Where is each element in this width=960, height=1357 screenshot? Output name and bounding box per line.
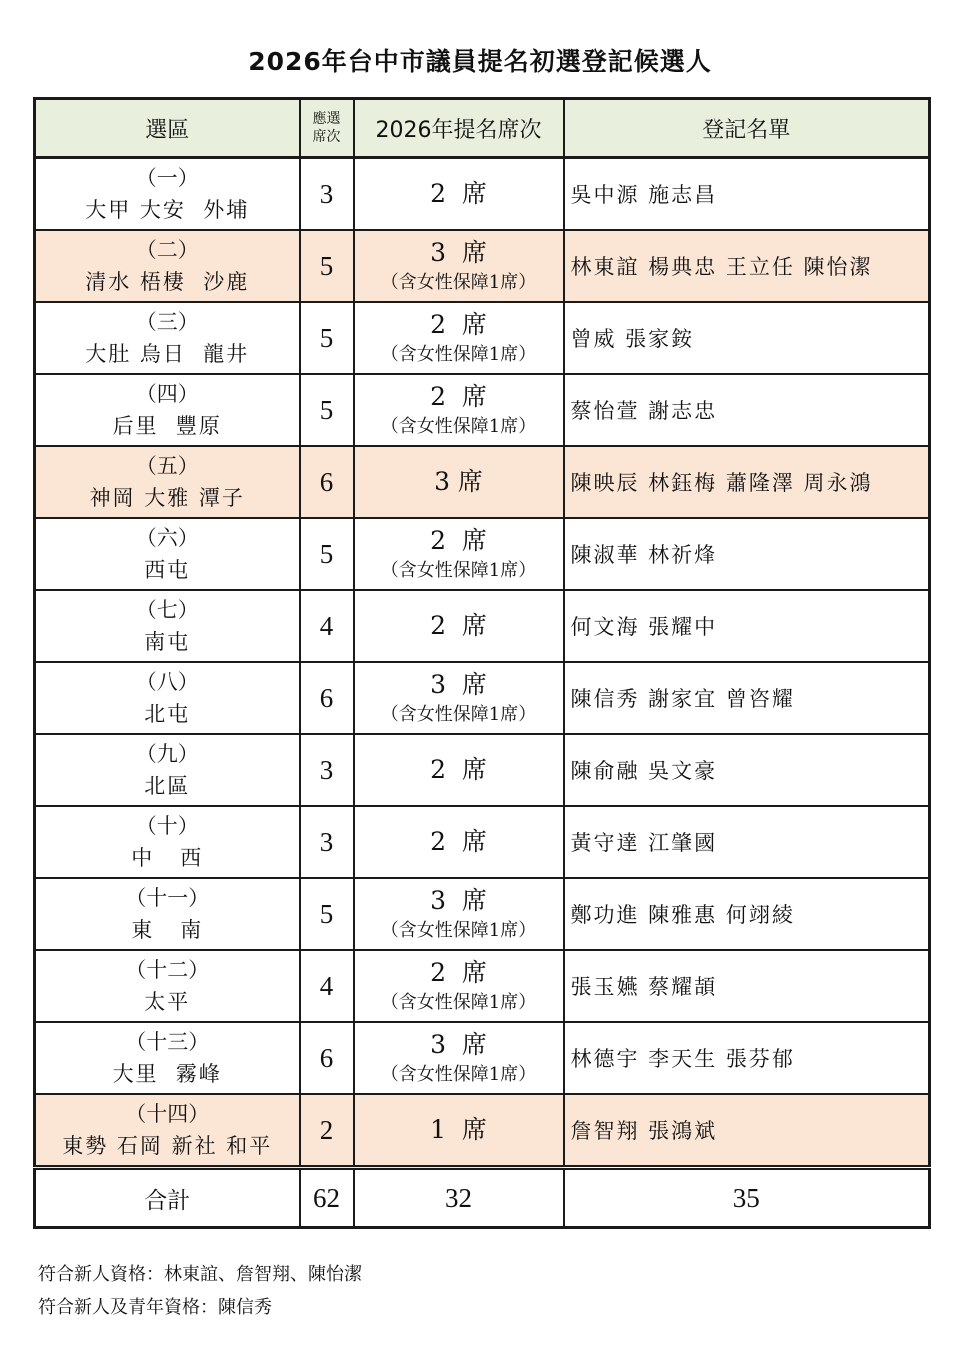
nominated-cell [354,590,564,662]
women-quota-note: （含女性保障1席） [380,344,537,365]
district-cell [35,374,300,446]
nominated-cell [354,230,564,302]
nominated-cell [354,158,564,231]
district-areas: 清水 梧棲 沙鹿 [85,270,250,294]
nominated-cell [354,806,564,878]
registered-names-cell: 何文海 張耀中 [564,590,930,662]
table-header-row [35,99,930,158]
district-areas: 南屯 [144,630,191,654]
women-quota-note: （含女性保障1席） [380,704,537,725]
district-cell [35,230,300,302]
seats-cell: 5 [300,374,354,446]
header-seats-line1: 應選 [312,111,341,127]
district-cell [35,1094,300,1168]
nominated-seats: 2 席 [430,526,487,555]
district-number: （一） [135,166,199,190]
nominated-seats: 3 席 [430,886,487,915]
district-cell [35,302,300,374]
header-registered: 登記名單 [564,99,930,158]
seats-cell: 4 [300,590,354,662]
total-nominated: 32 [354,1168,564,1228]
nominated-cell [354,446,564,518]
nominated-seats: 2 席 [430,310,487,339]
district-areas: 后里 豐原 [112,414,222,438]
page-title: 2026年台中市議員提名初選登記候選人 [248,47,712,76]
seats-cell: 2 [300,1094,354,1168]
nominated-cell [354,662,564,734]
district-areas: 神岡 大雅 潭子 [89,486,245,510]
table-row [35,878,930,950]
district-number: （十四） [125,1102,210,1126]
nominated-seats: 2 席 [430,382,487,411]
nominated-cell [354,1094,564,1168]
nominated-seats: 3 席 [430,238,487,267]
table-row [35,158,930,231]
district-cell [35,446,300,518]
registered-names-cell: 陳映辰 林鈺梅 蕭隆澤 周永鴻 [564,446,930,518]
district-number: （十一） [125,886,210,910]
table-row [35,1022,930,1094]
table-row [35,518,930,590]
district-areas: 中 西 [131,846,204,870]
district-areas: 北屯 [144,702,191,726]
registered-names-cell: 陳信秀 謝家宜 曾咨耀 [564,662,930,734]
total-registered: 35 [564,1168,930,1228]
table-row [35,1094,930,1168]
footnotes [38,1258,362,1324]
district-cell [35,878,300,950]
district-areas: 太平 [144,990,191,1014]
district-cell [35,662,300,734]
district-number: （十三） [125,1030,210,1054]
table-row [35,662,930,734]
candidates-table [33,97,931,1229]
district-cell [35,590,300,662]
district-areas: 大甲 大安 外埔 [85,198,250,222]
seats-cell: 6 [300,1022,354,1094]
seats-cell: 5 [300,878,354,950]
district-number: （二） [135,238,199,262]
total-row [35,1168,930,1228]
district-areas: 大里 霧峰 [112,1062,222,1086]
district-number: （十） [135,814,199,838]
seats-cell: 3 [300,158,354,231]
district-number: （七） [135,598,199,622]
seats-cell: 4 [300,950,354,1022]
nominated-seats: 3 席 [430,670,487,699]
table-row [35,950,930,1022]
nominated-seats: 2 席 [430,179,487,208]
district-cell [35,158,300,231]
registered-names-cell: 吳中源 施志昌 [564,158,930,231]
nominated-cell [354,302,564,374]
district-areas: 大肚 烏日 龍井 [85,342,250,366]
seats-cell: 3 [300,734,354,806]
nominated-seats: 1 席 [430,1115,487,1144]
nominated-cell [354,950,564,1022]
nominated-seats: 2 席 [430,611,487,640]
district-areas: 東勢 石岡 新社 和平 [62,1134,273,1158]
seats-cell: 5 [300,518,354,590]
women-quota-note: （含女性保障1席） [380,920,537,941]
registered-names-cell: 黃守達 江肇國 [564,806,930,878]
header-seats-line2: 席次 [312,129,341,145]
registered-names-cell: 張玉嬿 蔡耀頡 [564,950,930,1022]
footnote-newcomer-youth: 符合新人及青年資格：陳信秀 [38,1297,272,1318]
seats-cell: 6 [300,446,354,518]
district-number: （四） [135,382,199,406]
district-number: （十二） [125,958,210,982]
women-quota-note: （含女性保障1席） [380,272,537,293]
nominated-seats: 2 席 [430,827,487,856]
district-cell [35,806,300,878]
nominated-cell [354,1022,564,1094]
nominated-seats: 3 席 [430,1030,487,1059]
table-row [35,302,930,374]
table-row [35,374,930,446]
nominated-cell [354,734,564,806]
registered-names-cell: 詹智翔 張鴻斌 [564,1094,930,1168]
district-cell [35,950,300,1022]
district-number: （八） [135,670,199,694]
footnote-newcomer: 符合新人資格：林東誼、詹智翔、陳怡潔 [38,1264,362,1285]
nominated-cell [354,518,564,590]
seats-cell: 5 [300,230,354,302]
table-row [35,230,930,302]
women-quota-note: （含女性保障1席） [380,1064,537,1085]
nominated-seats: 3 席 [434,467,483,496]
registered-names-cell: 曾威 張家銨 [564,302,930,374]
district-areas: 西屯 [144,558,191,582]
table-row [35,734,930,806]
registered-names-cell: 陳淑華 林祈烽 [564,518,930,590]
women-quota-note: （含女性保障1席） [380,416,537,437]
registered-names-cell: 林德宇 李天生 張芬郁 [564,1022,930,1094]
table-row [35,590,930,662]
district-cell [35,1022,300,1094]
header-seats [300,99,354,158]
district-number: （三） [135,310,199,334]
registered-names-cell: 陳俞融 吳文豪 [564,734,930,806]
registered-names-cell: 林東誼 楊典忠 王立任 陳怡潔 [564,230,930,302]
nominated-seats: 2 席 [430,755,487,784]
table-row [35,806,930,878]
nominated-seats: 2 席 [430,958,487,987]
seats-cell: 5 [300,302,354,374]
header-nominated: 2026年提名席次 [354,99,564,158]
women-quota-note: （含女性保障1席） [380,992,537,1013]
district-cell [35,734,300,806]
seats-cell: 3 [300,806,354,878]
district-areas: 東 南 [131,918,204,942]
header-district: 選區 [35,99,300,158]
women-quota-note: （含女性保障1席） [380,560,537,581]
registered-names-cell: 蔡怡萱 謝志忠 [564,374,930,446]
district-number: （五） [135,454,199,478]
seats-cell: 6 [300,662,354,734]
nominated-cell [354,374,564,446]
registered-names-cell: 鄭功進 陳雅惠 何翊綾 [564,878,930,950]
total-label: 合計 [35,1168,300,1228]
table-row [35,446,930,518]
total-seats: 62 [300,1168,354,1228]
district-areas: 北區 [144,774,191,798]
district-cell [35,518,300,590]
nominated-cell [354,878,564,950]
district-number: （九） [135,742,199,766]
district-number: （六） [135,526,199,550]
